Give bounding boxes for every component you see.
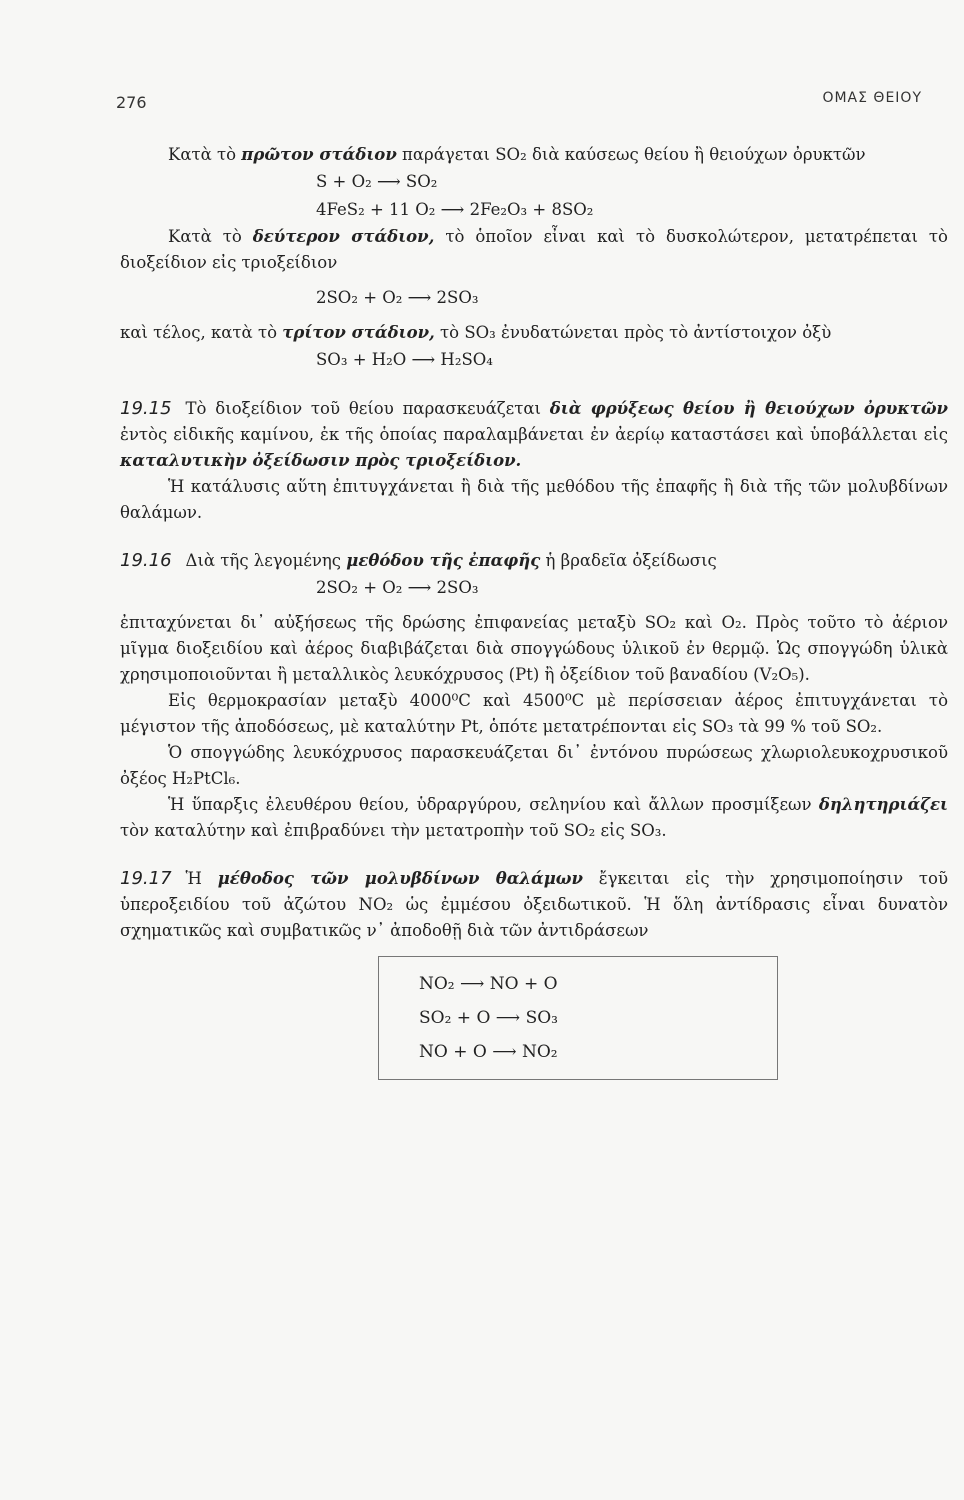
- paragraph-second-stage: [120, 224, 948, 276]
- text: ἡ βραδεῖα ὀξείδωσις: [540, 551, 717, 570]
- emphasis: μέθοδος τῶν μολυβδίνων θαλάμων: [217, 869, 583, 888]
- box-equation-1: NO₂ ⟶ NO + O: [419, 974, 558, 994]
- text: Ἡ ὕπαρξις ἐλευθέρου θείου, ὑδραργύρου, σεληνίου καὶ ἄλλων προσμίξεων: [168, 795, 819, 814]
- equation-1: S + O₂ ⟶ SO₂: [316, 172, 438, 191]
- emphasis: πρῶτον στάδιον: [241, 145, 397, 164]
- equation-5: 2SO₂ + O₂ ⟶ 2SO₃: [316, 578, 479, 597]
- section-number: 19.15: [120, 398, 172, 419]
- emphasis: διὰ φρύξεως θείου ἢ θειούχων ὀρυκτῶν: [549, 399, 948, 418]
- emphasis: μεθόδου τῆς ἐπαφῆς: [346, 551, 541, 570]
- reactions-box: [378, 956, 778, 1080]
- emphasis: δεύτερον στάδιον,: [252, 227, 435, 246]
- text: τὸν καταλύτην καὶ ἐπιβραδύνει τὴν μετατροπὴν τοῦ SO₂ εἰς SO₃.: [120, 821, 667, 840]
- box-equation-2: SO₂ + O ⟶ SO₃: [419, 1008, 558, 1028]
- text: Τὸ διοξείδιον τοῦ θείου παρασκευάζεται: [185, 399, 550, 418]
- running-head: ΟΜΑΣ ΘΕΙΟΥ: [822, 90, 922, 106]
- emphasis: δηλητηριάζει: [818, 795, 948, 814]
- emphasis: καταλυτικὴν ὀξείδωσιν πρὸς τριοξείδιον.: [120, 451, 522, 470]
- emphasis: τρίτον στάδιον,: [282, 323, 435, 342]
- text: καὶ τέλος, κατὰ τὸ: [120, 323, 283, 342]
- box-equation-3: NO + O ⟶ NO₂: [419, 1042, 558, 1062]
- text: Κατὰ τὸ: [168, 227, 253, 246]
- page-body: [120, 142, 948, 1080]
- page-number: 276: [116, 93, 147, 112]
- paragraph-catalysis: Ἡ κατάλυσις αὕτη ἐπιτυγχάνεται ἢ διὰ τῆς μεθόδου τῆς ἐπαφῆς ἢ διὰ τῆς τῶν μολυβδίνων θαλάμων.: [120, 477, 948, 522]
- equation-2: 4FeS₂ + 11 O₂ ⟶ 2Fe₂O₃ + 8SO₂: [316, 200, 594, 219]
- section-19-17: [120, 866, 948, 944]
- equation-4: SO₃ + H₂O ⟶ H₂SO₄: [316, 350, 493, 369]
- section-19-16: [120, 548, 948, 574]
- paragraph-contact-1: ἐπιταχύνεται δι᾽ αὐξήσεως τῆς δρώσης ἐπιφανείας μεταξὺ SO₂ καὶ O₂. Πρὸς τοῦτο τὸ ἀέριον μῖγμα διοξειδίου καὶ ἀέρος διαβιβάζεται διὰ σπογγώδους ὑλικοῦ ἐν θερμῷ. Ὡς σπογγώδη ὑλικὰ χρησιμοποιοῦνται ἢ μεταλλικὸς λευκόχρυσος (Pt) ἢ ὀξείδιον τοῦ βαναδίου (V₂O₅).: [120, 613, 948, 684]
- paragraph-contact-4: [120, 792, 948, 844]
- paragraph-first-stage: [120, 142, 948, 168]
- text: τὸ ὁποῖον εἶναι καὶ τὸ δυσκολώτερον, μετατρέπεται τὸ διοξείδιον εἰς τριοξείδιον: [120, 227, 948, 272]
- section-number: 19.17: [120, 868, 172, 889]
- equation-3: 2SO₂ + O₂ ⟶ 2SO₃: [316, 288, 479, 307]
- paragraph-contact-2: Εἰς θερμοκρασίαν μεταξὺ 4000⁰C καὶ 4500⁰C μὲ περίσσειαν ἀέρος ἐπιτυγχάνεται τὸ μέγιστον τῆς ἀποδόσεως, μὲ καταλύτην Pt, ὁπότε μετατρέπονται εἰς SO₃ τὰ 99 % τοῦ SO₂.: [120, 691, 948, 736]
- section-number: 19.16: [120, 550, 172, 571]
- paragraph-contact-3: Ὁ σπογγώδης λευκόχρυσος παρασκευάζεται δι᾽ ἐντόνου πυρώσεως χλωριολευκοχρυσικοῦ ὀξέος H₂PtCl₆.: [120, 743, 948, 788]
- text: ἐντὸς εἰδικῆς καμίνου, ἐκ τῆς ὁποίας παραλαμβάνεται ἐν ἀερίῳ καταστάσει καὶ ὑποβάλλεται εἰς: [120, 425, 948, 444]
- text: τὸ SO₃ ἐνυδατώνεται πρὸς τὸ ἀντίστοιχον ὀξὺ: [434, 323, 832, 342]
- text: ἔγκειται εἰς τὴν χρησιμοποίησιν τοῦ ὑπεροξειδίου τοῦ ἀζώτου NO₂ ὡς ἐμμέσου ὀξειδωτικοῦ. Ἡ ὅλη ἀντίδρασις εἶναι δυνατὸν σχηματικῶς καὶ συμβατικῶς ν᾽ ἀποδοθῇ διὰ τῶν ἀντιδράσεων: [120, 869, 949, 940]
- section-19-15: [120, 396, 948, 474]
- text: παράγεται SO₂ διὰ καύσεως θείου ἢ θειούχων ὀρυκτῶν: [396, 145, 866, 164]
- text: Ἡ: [185, 869, 218, 888]
- text: Κατὰ τὸ: [168, 145, 242, 164]
- paragraph-third-stage: [120, 320, 948, 346]
- text: Διὰ τῆς λεγομένης: [185, 551, 347, 570]
